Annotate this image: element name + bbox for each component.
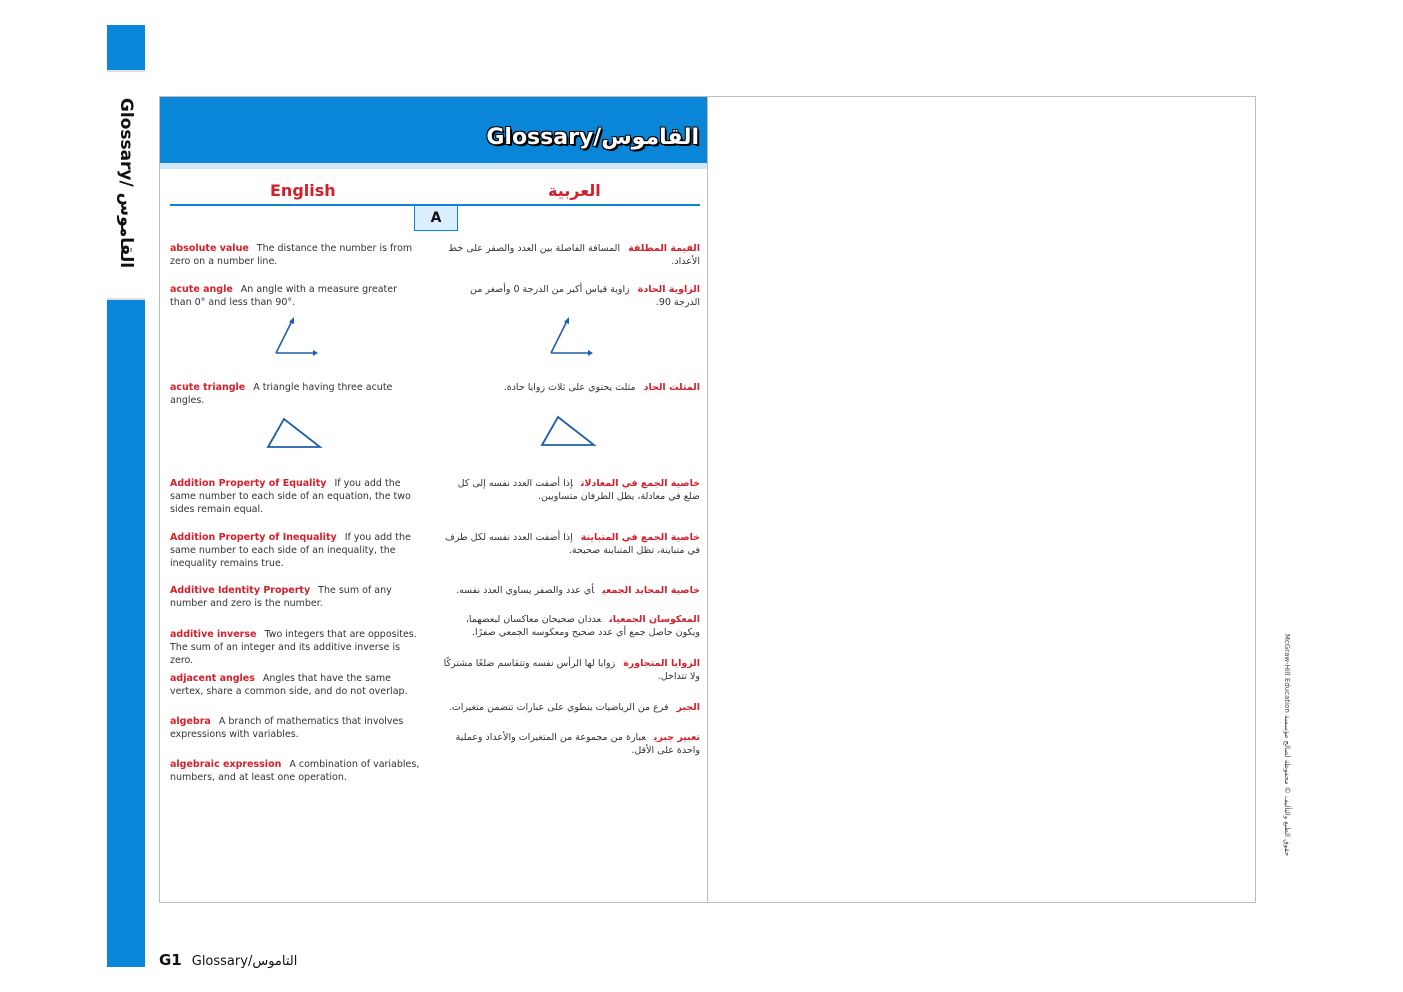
definition: زاوية قياس أكبر من الدرجة 0 وأصغر من الدرجة 90.	[469, 284, 700, 308]
banner-title: Glossary/القاموس	[482, 125, 703, 150]
glossary-entry-en	[170, 672, 420, 698]
page-footer	[159, 951, 297, 969]
term: تعبير جبري	[653, 732, 700, 743]
glossary-entry-en	[170, 758, 420, 784]
acute-angle-figure-ar	[543, 315, 593, 359]
term: Addition Property of Equality	[170, 478, 327, 489]
column-heading-english: English	[270, 181, 336, 200]
glossary-entry-ar	[442, 657, 700, 683]
section-letter: A	[414, 205, 458, 231]
definition: عددان صحيحان معاكسان لبعضهما، ويكون حاصل جمع أي عدد صحيح ومعكوسه الجمعي صفرًا.	[465, 614, 700, 638]
definition: A combination of variables, numbers, and at least one operation.	[170, 759, 420, 783]
term: خاصية المحايد الجمعي	[602, 585, 700, 596]
definition: إذا أضفت العدد نفسه لكل طرف في متباينة، تظل المتباينة صحيحة.	[444, 532, 700, 556]
term: المثلث الحاد	[643, 382, 700, 393]
term: الزاوية الحادة	[637, 284, 700, 295]
copyright-note: McGraw-Hill Education حقوق الطبع والتأليف © محفوظة لصالح مؤسسة	[1283, 633, 1291, 857]
glossary-page-left	[159, 96, 708, 903]
glossary-entry-ar	[442, 584, 700, 597]
glossary-entry-en	[170, 531, 420, 570]
glossary-entry-en	[170, 283, 420, 309]
term: خاصية الجمع في المتباينة	[580, 532, 700, 543]
definition: فرع من الرياضيات ينطوي على عبارات تتضمن متغيرات.	[448, 702, 669, 713]
definition: إذا أضفت العدد نفسه إلى كل ضلع في معادلة، يظل الطرفان متساويين.	[457, 478, 700, 502]
page-number: G1	[159, 951, 182, 969]
definition: An angle with a measure greater than 0° and less than 90°.	[170, 284, 398, 308]
term: Additive Identity Property	[170, 585, 311, 596]
term: القيمة المطلقة	[628, 243, 700, 254]
definition: Two integers that are opposites. The sum of an integer and its additive inverse is zero.	[170, 629, 417, 666]
definition: The distance the number is from zero on a number line.	[170, 243, 413, 267]
glossary-entry-ar	[442, 613, 700, 639]
acute-triangle-figure-ar	[538, 413, 598, 449]
term: الزوايا المتجاورة	[623, 658, 700, 669]
definition: A branch of mathematics that involves expressions with variables.	[170, 716, 404, 740]
acute-triangle-figure-en	[264, 415, 324, 451]
glossary-entry-ar	[442, 283, 700, 309]
column-heading-arabic: العربية	[548, 181, 601, 200]
glossary-entry-en	[170, 584, 420, 610]
glossary-entry-en	[170, 242, 420, 268]
footer-label: Glossary/التاموس	[191, 954, 298, 969]
definition: Angles that have the same vertex, share a common side, and do not overlap.	[170, 673, 408, 697]
term: الجبر	[676, 702, 700, 713]
definition: زوايا لها الرأس نفسه وتتقاسم ضلعًا مشتركًا ولا تتداخل.	[443, 658, 700, 682]
term: المعكوسان الجمعيان	[609, 614, 700, 625]
acute-angle-figure-en	[268, 315, 318, 359]
glossary-entry-en	[170, 381, 420, 407]
term: خاصية الجمع في المعادلات	[580, 478, 700, 489]
term: adjacent angles	[170, 673, 255, 684]
glossary-entry-ar	[442, 531, 700, 557]
definition: المسافة الفاصلة بين العدد والصفر على خط الأعداد.	[448, 243, 700, 267]
term: additive inverse	[170, 629, 257, 640]
side-tab-label: Glossary/ القاموس	[116, 97, 136, 269]
term: absolute value	[170, 243, 249, 254]
glossary-entry-ar	[442, 381, 700, 394]
term: acute triangle	[170, 382, 246, 393]
definition: If you add the same number to each side of an equation, the two sides remain equal.	[170, 478, 411, 515]
glossary-entry-en	[170, 477, 420, 516]
term: Addition Property of Inequality	[170, 532, 337, 543]
banner-shadow	[160, 163, 707, 169]
glossary-entry-ar	[442, 731, 700, 757]
glossary-entry-en	[170, 628, 420, 667]
definition: عبارة من مجموعة من المتغيرات والأعداد وعملية واحدة على الأقل.	[455, 732, 700, 756]
definition: The sum of any number and zero is the number.	[170, 585, 392, 609]
term: acute angle	[170, 284, 233, 295]
definition: أي عدد والصفر يساوي العدد نفسه.	[456, 585, 595, 596]
glossary-entry-en	[170, 715, 420, 741]
glossary-page-right	[707, 96, 1256, 903]
definition: A triangle having three acute angles.	[170, 382, 393, 406]
definition: If you add the same number to each side of an inequality, the inequality remains true.	[170, 532, 411, 569]
term: algebraic expression	[170, 759, 282, 770]
glossary-entry-ar	[442, 701, 700, 714]
definition: مثلث يحتوي على ثلاث زوايا حادة.	[503, 382, 636, 393]
glossary-entry-ar	[442, 477, 700, 503]
term: algebra	[170, 716, 211, 727]
glossary-entry-ar	[442, 242, 700, 268]
